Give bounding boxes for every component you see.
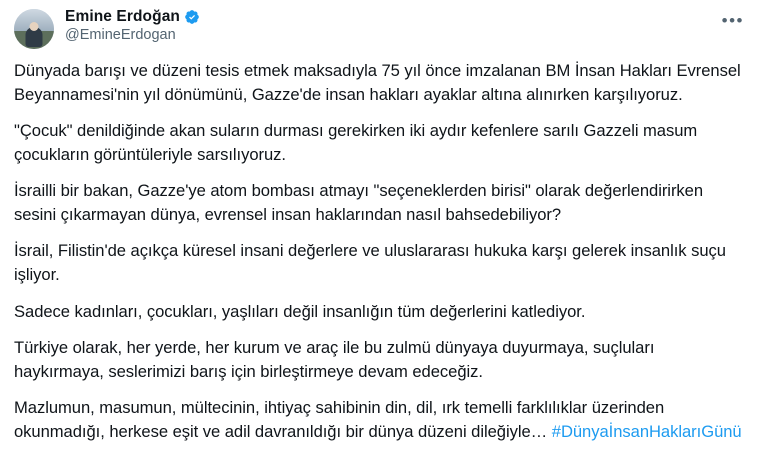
tweet-paragraph: Sadece kadınları, çocukları, yaşlıları değil insanlığın tüm değerlerini katlediyor.: [14, 301, 586, 321]
tweet-header: [14, 8, 746, 52]
avatar[interactable]: [14, 9, 54, 49]
tweet-paragraph: Dünyada barışı ve düzeni tesis etmek maksadıyla 75 yıl önce imzalanan BM İnsan Hakları Evrensel Beyannamesi'nin yıl dönümünü, Gazze'de insan hakları ayaklar altına alınırken karşılıyoruz.: [14, 61, 741, 104]
verified-badge-icon: [184, 9, 200, 25]
avatar-person-head: [30, 22, 39, 31]
author-block: [65, 8, 720, 43]
tweet-paragraph: İsrail, Filistin'de açıkça küresel insani değerlere ve uluslararası hukuka karşı gelerek insanlık suçu işliyor.: [14, 241, 726, 284]
tweet-paragraph-final: [14, 396, 746, 443]
author-name-row: [65, 8, 720, 25]
tweet-paragraph: İsrailli bir bakan, Gazze'ye atom bombası atmayı "seçeneklerden birisi" olarak değerlendirirken sesini çıkarmayan dünya, evrensel insan haklarından nasıl bahsedebiliyor?: [14, 181, 704, 224]
tweet-paragraph: Türkiye olarak, her yerde, her kurum ve araç ile bu zulmü dünyaya duyurmaya, suçluları haykırmaya, seslerimizi barış için birleştirmeye devam edeceğiz.: [14, 338, 655, 381]
author-display-name[interactable]: Emine Erdoğan: [65, 8, 180, 25]
tweet-paragraph: "Çocuk" denildiğinde akan suların durması gerekirken iki aydır kefenlere sarılı Gazzeli masum çocukların görüntüleriyle sarsılıyoruz.: [14, 121, 698, 164]
more-options-icon[interactable]: •••: [721, 11, 744, 30]
hashtag-link[interactable]: #DünyaİnsanHaklarıGünü: [551, 421, 742, 441]
tweet-text: [14, 59, 746, 443]
tweet-paragraph-text: Mazlumun, masumun, mültecinin, ihtiyaç sahibinin din, dil, ırk temelli farklılıklar üzerinden okunmadığı, herkese eşit ve adil davranıldığı bir dünya düzeni dileğiyle…: [14, 398, 665, 441]
author-handle[interactable]: @EmineErdogan: [65, 27, 176, 44]
